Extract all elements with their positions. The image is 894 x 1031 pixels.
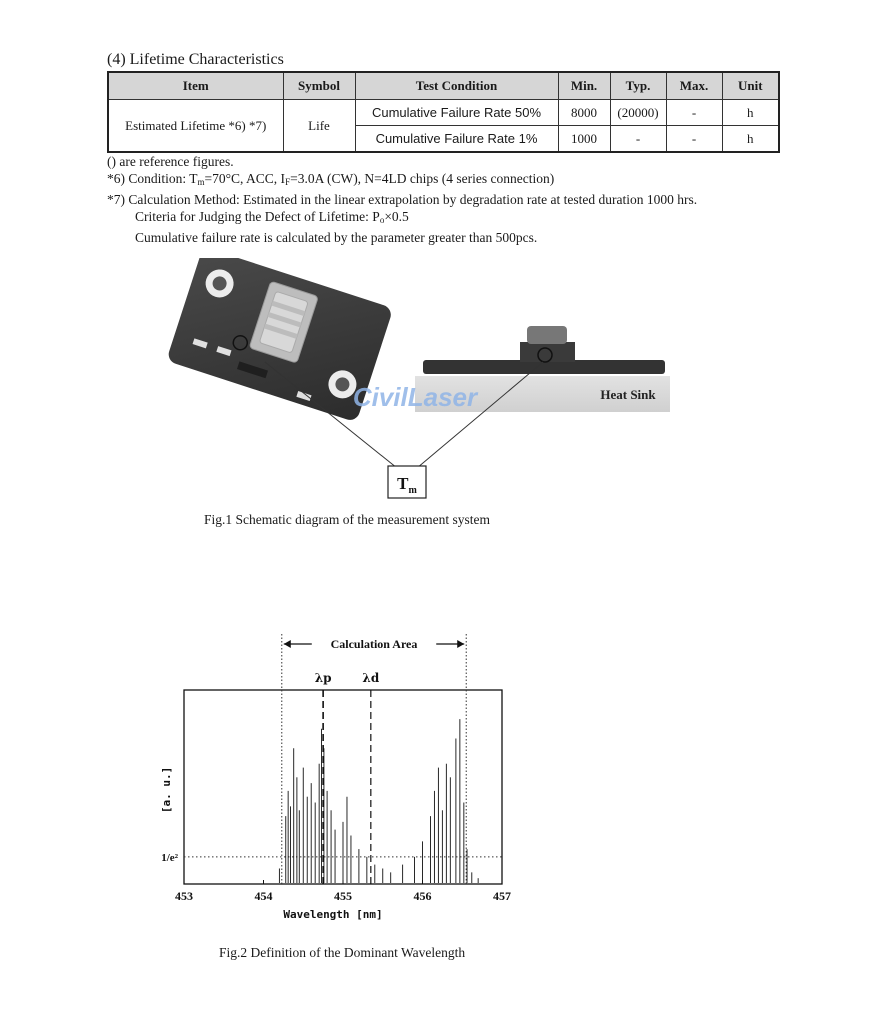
- tm-label: $T_m$: [397, 474, 417, 496]
- calc-area-arrowhead-left: [284, 640, 291, 648]
- col-header-item: Item: [108, 72, 283, 100]
- x-tick-label: 454: [254, 889, 273, 903]
- condition-cell: Cumulative Failure Rate 1%: [355, 126, 558, 153]
- x-tick-label: 453: [175, 889, 193, 903]
- lambda-d-label: λd: [362, 671, 380, 685]
- x-axis-label: Wavelength [nm]: [283, 908, 383, 921]
- note-7: *7) Calculation Method: Estimated in the linear extrapolation by degradation rate at tested duration 1000 hrs.: [107, 192, 698, 207]
- calc-area-label: Calculation Area: [330, 637, 418, 651]
- typ-cell: (20000): [610, 100, 666, 126]
- col-header-unit: Unit: [722, 72, 779, 100]
- heat-sink-label: Heat Sink: [600, 387, 656, 402]
- max-cell: -: [666, 100, 722, 126]
- dominant-wavelength-chart: [150, 626, 520, 926]
- criteria-note: Criteria for Judging the Defect of Lifetime: $P_o\times 0.5$: [135, 209, 409, 225]
- symbol-cell: Life: [283, 100, 355, 153]
- footnotes: [107, 153, 697, 246]
- min-cell: 1000: [558, 126, 610, 153]
- condition-cell: Cumulative Failure Rate 50%: [355, 100, 558, 126]
- col-header-min: Min.: [558, 72, 610, 100]
- section-title: (4) Lifetime Characteristics: [107, 51, 284, 68]
- side-lens: [527, 326, 567, 344]
- lambda-p-label: λp: [314, 671, 332, 685]
- min-cell: 8000: [558, 100, 610, 126]
- col-header-condition: Test Condition: [355, 72, 558, 100]
- x-tick-label: 456: [413, 889, 432, 903]
- unit-cell: h: [722, 126, 779, 153]
- cumulative-note: Cumulative failure rate is calculated by the parameter greater than 500pcs.: [135, 230, 538, 245]
- x-tick-label: 457: [493, 889, 511, 903]
- unit-cell: h: [722, 100, 779, 126]
- table-header-row: [108, 72, 779, 100]
- threshold-label: 1/e²: [161, 851, 178, 864]
- watermark-logo: CivilLaser: [352, 382, 478, 412]
- reference-note: () are reference figures.: [107, 154, 234, 169]
- side-package: [520, 342, 575, 362]
- lifetime-table: [107, 71, 780, 153]
- table-row: [108, 100, 779, 126]
- max-cell: -: [666, 126, 722, 153]
- measurement-system-diagram: [165, 258, 685, 508]
- col-header-typ: Typ.: [610, 72, 666, 100]
- col-header-symbol: Symbol: [283, 72, 355, 100]
- fig1-caption: Fig.1 Schematic diagram of the measurement system: [204, 512, 491, 527]
- y-axis-label: [a. u.]: [160, 766, 173, 814]
- col-header-max: Max.: [666, 72, 722, 100]
- x-tick-label: 455: [334, 889, 352, 903]
- typ-cell: -: [610, 126, 666, 153]
- note-6: *6) Condition: $T_m=70^\circ C$, ACC, $I_F=3.0A$ (CW), N=4LD chips (4 series connection): [107, 171, 555, 187]
- fig2-caption: Fig.2 Definition of the Dominant Wavelength: [219, 945, 466, 960]
- item-cell: Estimated Lifetime *6) *7): [108, 100, 283, 153]
- calc-area-arrowhead-right: [457, 640, 464, 648]
